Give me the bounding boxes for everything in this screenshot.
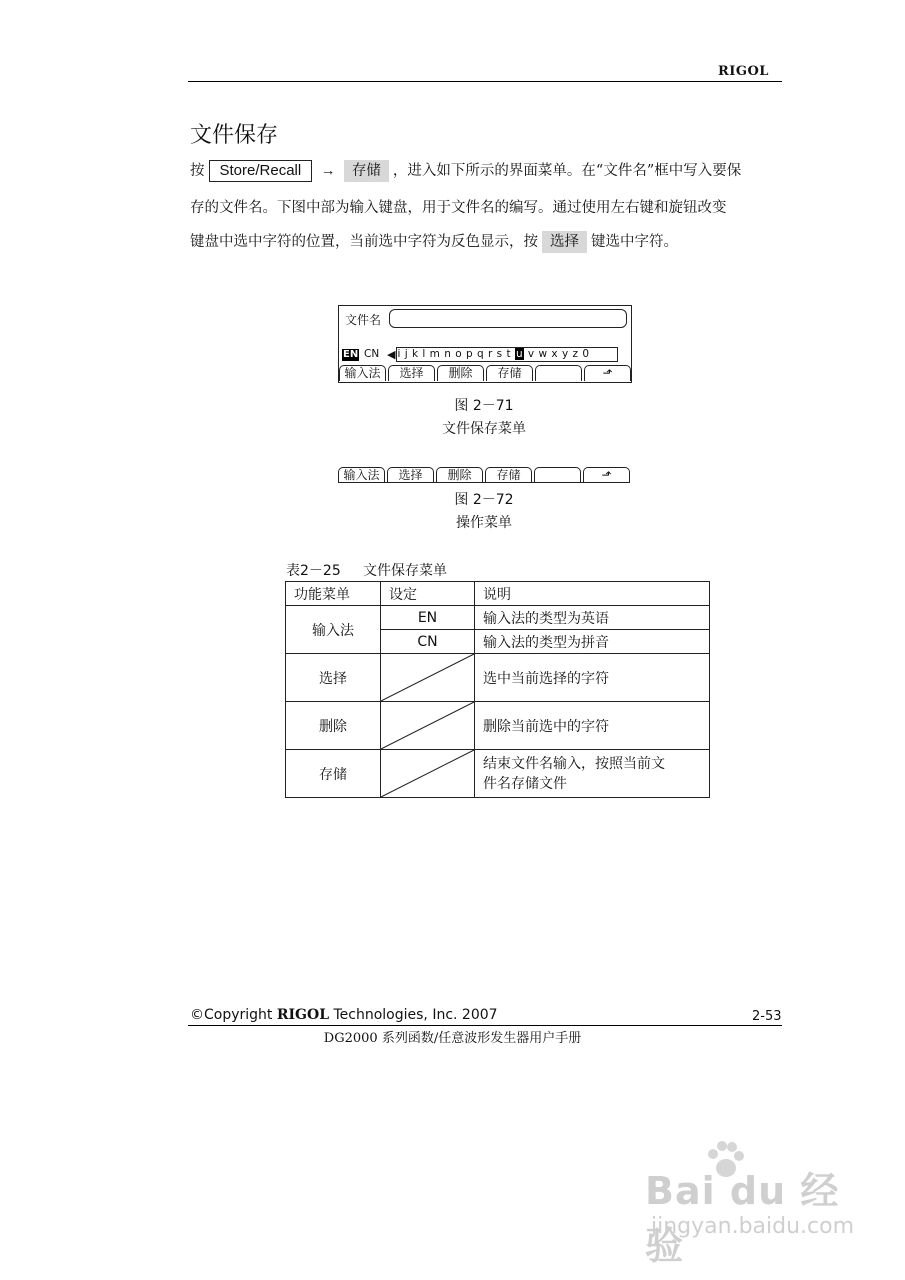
menu-baseline [338,482,630,483]
diagonal-line [381,654,474,701]
select-softkey-label: 选择 [542,231,587,253]
watermark-url: jingyan.baidu.com [651,1214,855,1239]
diagonal-line [381,750,474,797]
cell-setting: EN [381,606,475,630]
copyright-brand: RIGOL [276,1007,330,1023]
table-row [286,702,710,750]
operation-menu-bar [338,467,630,483]
intro-line-3 [190,231,782,253]
fig-number: 2－71 [472,398,514,414]
copyright [190,1007,498,1023]
left-arrow-icon: ◀ [387,348,396,361]
desc-line: 件名存储文件 [483,775,567,792]
intro-line-1 [190,160,782,182]
cell-setting-empty [381,750,475,798]
softkey-save: 存储 [485,467,532,483]
intro-text: 按 [190,163,205,179]
cell-menu: 输入法 [286,606,381,654]
softkey-select: 选择 [388,365,435,381]
intro-text: 键选中字符。 [591,234,678,250]
ime-en-indicator: EN [343,349,359,360]
intro-text: ，进入如下所示的界面菜单。在“文件名”框中写入要保 [392,163,742,179]
table-row [286,654,710,702]
selected-char: u [515,348,524,360]
page-number: 2-53 [752,1009,782,1024]
cell-desc: 输入法的类型为拼音 [475,630,710,654]
softkey-save: 存储 [486,365,533,381]
fig72-title: 操作菜单 [456,515,512,531]
fig72-caption [334,489,634,509]
cell-desc: 选中当前选择的字符 [475,654,710,702]
table-title: 文件保存菜单 [363,563,447,579]
fig71-caption [334,395,634,415]
fig-label: 图 [454,398,469,414]
diagonal-line [381,702,474,749]
watermark-logo: Bai du 经验 [645,1169,840,1268]
table-header-row [286,582,710,606]
softkey-input-method: 输入法 [338,467,385,483]
softkey-bar [339,365,631,381]
softkey-blank [535,365,582,381]
return-icon: ⬏ [583,467,630,483]
fig-label: 图 [454,492,469,508]
arrow-right-icon: → [320,163,336,179]
footer-rule [188,1025,782,1026]
cell-desc [475,750,710,798]
header-setting: 设定 [381,582,475,606]
cell-setting-empty [381,702,475,750]
softkey-delete: 删除 [436,467,483,483]
softkey-blank [534,467,581,483]
fig71-title: 文件保存菜单 [442,421,526,437]
cell-setting: CN [381,630,475,654]
table-number: 表2－25 [286,563,341,579]
header-rule [188,81,782,82]
save-softkey-label: 存储 [344,160,389,182]
baidu-watermark [645,1140,865,1268]
ime-cn-indicator: CN [364,348,380,360]
softkey-input-method: 输入法 [339,365,386,381]
keyboard-chars: v w x y z 0 [524,348,590,360]
table-row [286,606,710,630]
header-brand: RIGOL [718,64,769,79]
copyright-text: ©Copyright [190,1007,277,1023]
header-desc: 说明 [475,582,710,606]
cell-menu: 删除 [286,702,381,750]
softkey-select: 选择 [387,467,434,483]
fig-number: 2－72 [472,492,514,508]
manual-title: DG2000 系列函数/任意波形发生器用户手册 [323,1031,582,1046]
cell-menu: 选择 [286,654,381,702]
table-row [286,750,710,798]
cell-desc: 输入法的类型为英语 [475,606,710,630]
input-keyboard [396,347,618,362]
file-save-table [285,581,710,798]
return-icon: ⬏ [584,365,631,381]
filename-input [389,309,627,328]
table-caption [286,560,447,580]
desc-line: 结束文件名输入，按照当前文 [483,755,665,772]
intro-text: 键盘中选中字符的位置，当前选中字符为反色显示，按 [190,234,538,250]
header-menu: 功能菜单 [286,582,381,606]
file-save-screen [338,305,632,383]
cell-setting-empty [381,654,475,702]
copyright-text: Technologies, Inc. 2007 [329,1007,498,1023]
cell-menu: 存储 [286,750,381,798]
cell-desc: 删除当前选中的字符 [475,702,710,750]
softkey-delete: 删除 [437,365,484,381]
filename-label: 文件名 [345,313,382,327]
keyboard-chars: i j k l m n o p q r s t [397,348,515,360]
store-recall-key: Store/Recall [209,160,313,182]
section-title: 文件保存 [190,123,279,148]
intro-line-2: 存的文件名。下图中部为输入键盘，用于文件名的编写。通过使用左右键和旋钮改变 [190,200,727,216]
